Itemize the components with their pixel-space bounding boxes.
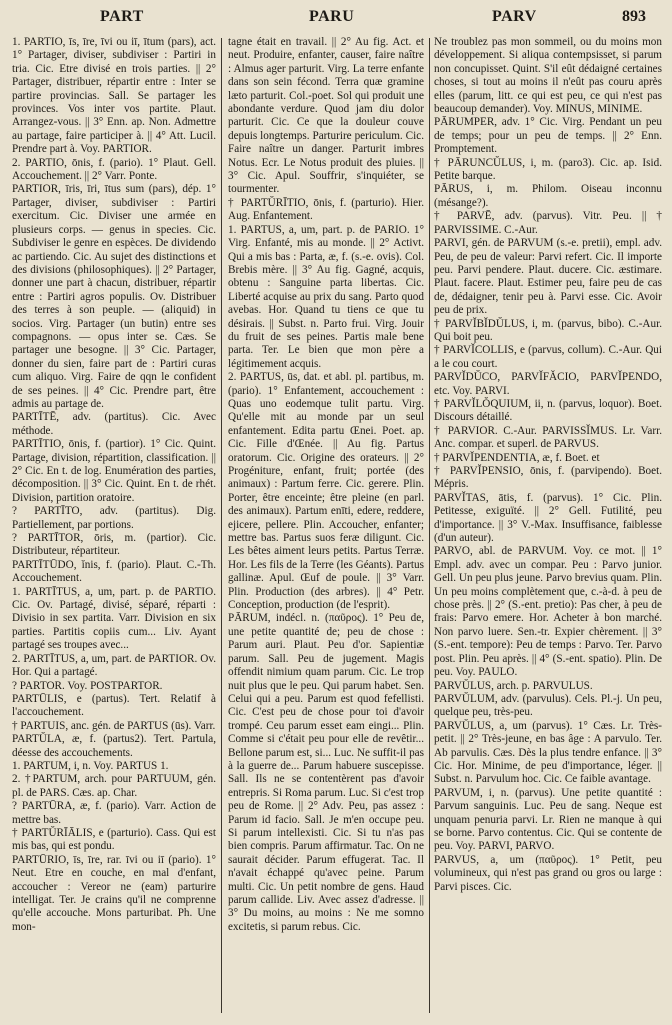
entry: 2. †PARTUM, arch. pour PARTUUM, gén. pl. de PARS. Cæs. ap. Char.: [12, 773, 216, 799]
entry: PĀRUMPER, adv. 1° Cic. Virg. Pendant un peu de temps; pour un peu de temps. || 2° Enn. Promptement.: [434, 116, 662, 156]
entry: † PARVĬLŎQUIUM, ii, n. (parvus, loquor). Boet. Discours détaillé.: [434, 397, 662, 424]
entry: † PARVIOR. C.-Aur. PARVISSĬMUS. Lr. Varr. Anc. compar. et superl. de PARVUS.: [434, 424, 662, 451]
entry: ? PARTĪTOR, ōris, m. (partior). Cic. Distributeur, répartiteur.: [12, 532, 216, 558]
running-header: [0, 0, 672, 34]
entry: ? PARTOR. Voy. POSTPARTOR.: [12, 679, 163, 692]
entry: † PARVĬBĬDŬLUS, i, m. (parvus, bibo). C.-Aur. Qui boit peu.: [434, 317, 662, 343]
entry: ? PARTŪRA, æ, f. (pario). Varr. Action de mettre bas.: [12, 800, 216, 826]
page-number: 893: [622, 8, 646, 25]
entry: ? PARTĪTO, adv. (partitus). Dig. Partiellement, par portions.: [12, 505, 216, 531]
entry: PĀRUM, indécl. n. (παῦρος). 1° Peu de, une petite quantité de; peu de chose : Parum auri. Plaut. Peu d'or. Sapientiæ parum. Sall. Peu de jugement. Magis offendit nimium quam parum. Cic. Le trop nuit plus que le peu. Qui parum habet. Sen. Celui qui a peu. Parum est quod fefellisti. Cic. C'est peu de chose pour toi d'avoir trompé. Ceu parum esset eam eingi... Plin. Comme si c'était peu pour elle de revêtir... Bellone parum est, si... Luc. Ne suffit-il pas à la guerre de... Parum habuere suscepisse. Sall. Ils ne se contentèrent pas d'avoir entrepris. Si Roma parum. Luc. Si c'est trop peu de Rome. || 2° Adv. Peu, pas assez : Parum id facio. Sall. Je m'en occupe peu. Si parum intellexisti. Cic. Si tu n'as pas bien compris. Parum affirmatur. Tac. On ne saurait décider. Parum effugerat. Tac. Il n'avait échappé qu'avec peine. Parum multi. Cic. Un petit nombre de gens. Haud parum callide. Liv. Avec assez d'adresse. || 3° Du moins, au moins : Ne me somno excitetis, si parum rebus. Cic.: [228, 612, 424, 933]
entry: † PARTUIS, anc. gén. de PARTUS (ūs). Varr.: [12, 719, 216, 732]
entry: PARVŬLUM, adv. (parvulus). Cels. Pl.-j. Un peu, quelque peu, très-peu.: [434, 692, 662, 719]
header-right-guideword: PARV: [492, 8, 537, 25]
entry: PARTĪTŪDO, ĭnis, f. (pario). Plaut. C.-Th. Accouchement.: [12, 558, 216, 585]
entry: PĀRUS, i, m. Philom. Oiseau inconnu (mésange?).: [434, 183, 662, 209]
entry: PARVŬLUS, arch. p. PARVULUS.: [434, 679, 593, 692]
entry: 2. PARTUS, ūs, dat. et abl. pl. partibus, m. (pario). 1° Enfantement, accouchement : Quas uno eodemque tulit partu. Virg. Qu'elle mit au monde par un seul enfantement. Edita partu Œnei. Poet. ap. Cic. Fille d'Œnée. || Au fig. Partus oratorum. Cic. Origine des orateurs. || 2° Progéniture, enfant, fruit; portée (des animaux) : Partum ferre. Cic. gerere. Plin. Porter, être enceinte; être pleine (en parl. des animaux). Partum enīti, edere, reddere, ejicere, pellere. Plin. Accoucher, enfanter; mettre bas. Partus suos feræ diligunt. Cic. Les bêtes aiment leurs petits. Partus Terræ. Hor. Les fils de la Terre (les Géants). Partus gallinæ. Apul. Œuf de poule. || 3° Varr. Plin. Production (des arbres). || 4° Petr. Conception, production (de l'esprit).: [228, 371, 424, 612]
entry: PARTŪRIO, īs, īre, rar. īvi ou iī (pario). 1° Neut. Etre en couche, en mal d'enfant, accoucher : Vereor ne (eam) parturire intelligat. Ter. Je crains qu'il ne comprenne qu'elle accouche. Mons parturibat. Ph. Une mon-: [12, 853, 216, 933]
column-1: [12, 36, 216, 1016]
column-3: [434, 36, 662, 1016]
entry: PARVŬLUS, a, um (parvus). 1° Cæs. Lr. Très-petit. || 2° Très-jeune, en bas âge : A parvulo. Ter. Ab parvulis. Cæs. Dès la plus tendre enfance. || 3° Cic. Hor. Minime, de peu d'importance, léger. || Subst. n. Parvulum hoc. Cic. Ce faible avantage.: [434, 719, 662, 786]
entry: PARVI, gén. de PARVUM (s.-e. pretii), empl. adv. Peu, de peu de valeur: Parvi refert. Cic. Il importe peu. Parvi pendere. Plaut. ducere. Cic. æstimare. Plaut. facere. Plaut. Estimer peu, faire peu de cas de, dédaigner, tenir peu à. Parvi esse. Cic. Avoir peu de prix.: [434, 237, 662, 317]
entry: PARVĬDŬCO, PARVĬFĂCIO, PARVĬPENDO, etc. Voy. PARVI.: [434, 371, 662, 397]
entry: PARTĪTĒ, adv. (partitus). Cic. Avec méthode.: [12, 411, 216, 437]
entry: tagne était en travail. || 2° Au fig. Act. et neut. Produire, enfanter, causer, faire naître : Almus ager parturit. Virg. La terre enfante dans son sein fécond. Terra quæ gramine læto parturit. Col.-poet. Sol qui produit une abondante verdure. Quod jam diu dolor parturit. Cic. Ce que la douleur couve depuis longtemps. Parturire periculum. Cic. Faire naître un danger. Parturit imbres Notus. Ecr. Le Notus produit des pluies. || 3° Cic. Apul. Souffrir, s'inquiéter, se tourmenter.: [228, 36, 424, 196]
column-divider: [221, 38, 222, 1013]
entry: PARTIOR, īris, īri, ītus sum (pars), dép. 1° Partager, diviser, subdiviser : Partiri exercitum. Cic. Diviser une armée en plusieurs corps. — genus in species. Cic. Subdiviser le genre en espèces. De dividendo ac partiendo. Cic. Au sujet des distinctions et des divisions (philosophiques). || 2° Partager, donner une part à chacun, distribuer, répartir entre : Partiri agros populis. Ov. Distribuer des terres à son peuple. — (aliquid) in socios. Virg. Partager (un butin) entre ses compagnons. — opus inter se. Cæs. Se partager une besogne. || 3° Cic. Partager, donner du sien, faire part de : Partiri curas cum aliquo. Virg. Faire de qqn le confident de ses peines. || 4° Cic. Prendre part, être admis au partage de.: [12, 183, 216, 410]
entry: PARTĪTIO, ōnis, f. (partior). 1° Cic. Quint. Partage, division, répartition, classification. || 2° Cic. En t. de log. Enumération des parties, décomposition. || 3° Cic. Quint. En t. de rhét. Division, partition oratoire.: [12, 438, 216, 504]
column-divider: [429, 38, 430, 1013]
entry: Ne troublez pas mon sommeil, ou du moins mon développement. Si aliqua contempsisset, si parum non concupisset. Quint. S'il eût dédaigné certaines choses, si tout au moins il n'eût pas couru après elles (parum, litt. ce qui est peu, ce qui n'est pas beaucoup demander). Voy. MINUS, MINIME.: [434, 36, 662, 116]
entry: † PARVĬPENDENTIA, æ, f. Boet. et: [434, 451, 600, 464]
entry: PARTŪLIS, e (partus). Tert. Relatif à l'accouchement.: [12, 692, 216, 719]
header-left-guideword: PART: [100, 8, 144, 25]
entry: PARTŬLA, æ, f. (partus2). Tert. Partula, déesse des accouchements.: [12, 733, 216, 759]
entry: PARVUS, a, um (παῦρος). 1° Petit, peu volumineux, qui n'est pas grand ou gros ou large : Parvi pisces. Cic.: [434, 853, 662, 893]
entry: 1. PARTĪTUS, a, um, part. p. de PARTIO. Cic. Ov. Partagé, divisé, séparé, réparti : Divisio in sex partita. Varr. Division en six parties. Partitis copiis cum... Liv. Ayant partagé ses troupes avec...: [12, 585, 216, 652]
entry: 2. PARTĪTUS, a, um, part. de PARTIOR. Ov. Hor. Qui a partagé.: [12, 652, 216, 679]
entry: 2. PARTIO, ōnis, f. (pario). 1° Plaut. Gell. Accouchement. || 2° Varr. Ponte.: [12, 156, 216, 183]
entry: PARVUM, i, n. (parvus). Une petite quantité : Parvum sanguinis. Luc. Peu de sang. Neque est unquam penuria parvi. Lr. Rien ne manque à qui se borne. Parvo contentus. Cic. Qui se contente de peu. Voy. PARVI, PARVO.: [434, 786, 662, 853]
entry: † PARTŬRĪTIO, ōnis, f. (parturio). Hier. Aug. Enfantement.: [228, 196, 424, 223]
entry: PARVĬTAS, ātis, f. (parvus). 1° Cic. Plin. Petitesse, exiguïté. || 2° Gell. Futilité, peu d'importance. || 3° V.-Max. Insuffisance, faiblesse (d'un auteur).: [434, 491, 662, 545]
header-center-guideword: PARU: [309, 8, 355, 25]
entry: † PĀRUNCŬLUS, i, m. (paro3). Cic. ap. Isid. Petite barque.: [434, 156, 662, 183]
entry: † PARVĬCOLLIS, e (parvus, collum). C.-Aur. Qui a le cou court.: [434, 344, 662, 370]
entry: 1. PARTIO, īs, īre, īvi ou iī, ītum (pars), act. 1° Partager, diviser, subdiviser : Partiri in tria. Cic. Etre divisé en trois parties. || 2° Partager, distribuer, répartir entre : Inter se partire provincias. Sall. Se partager les provinces. Vos inter vos partite. Plaut. Arrangez-vous. || 3° Enn. ap. Non. Admettre au partage, faire participer à. || 4° Att. Lucil. Prendre part à. Voy. PARTIOR.: [12, 36, 216, 156]
entry: PARVO, abl. de PARVUM. Voy. ce mot. || 1° Empl. adv. avec un compar. Peu : Parvo junior. Gell. Un peu plus jeune. Parvo brevius quam. Plin. Un peu moins complètement que, c.-à-d. à peu de chose près. || 2° (S.-ent. pretio): Pas cher, à peu de frais: Parvo emere. Hor. Acheter à bon marché. Non parvo luere. Sen.-tr. Expier chèrement. || 3° (S.-ent. tempore): Peu de temps : Parvo. Ter. Parvo post. Plin. Peu après. || 4° (S.-ent. spatio). Plin. De peu. Voy. PAULO.: [434, 545, 662, 679]
entry: 1. PARTUM, i, n. Voy. PARTUS 1.: [12, 759, 169, 772]
entry: 1. PARTUS, a, um, part. p. de PARIO. 1° Virg. Enfanté, mis au monde. || 2° Activt. Qui a mis bas : Parta, æ, f. (s.-e. ovis). Col. Brebis mère. || 3° Au fig. Gagné, acquis, obtenu : Sanguine parta libertas. Cic. Liberté acquise au prix du sang. Parto quod avebas. Hor. Quand tu tiens ce que tu désirais. || Subst. n. Parto frui. Virg. Jouir du fruit de ses peines. Partis male bene parta. Ter. Le bien que mon père a légitimement acquis.: [228, 223, 424, 370]
entry: † PARTŬRĪĀLIS, e (parturio). Cass. Qui est mis bas, qui est pondu.: [12, 826, 216, 853]
entry: † PARVĬPENSIO, ōnis, f. (parvipendo). Boet. Mépris.: [434, 465, 662, 491]
entry: † PARVĒ, adv. (parvus). Vitr. Peu. || † PARVISSIME. C.-Aur.: [434, 210, 662, 236]
column-2: [228, 36, 424, 1016]
